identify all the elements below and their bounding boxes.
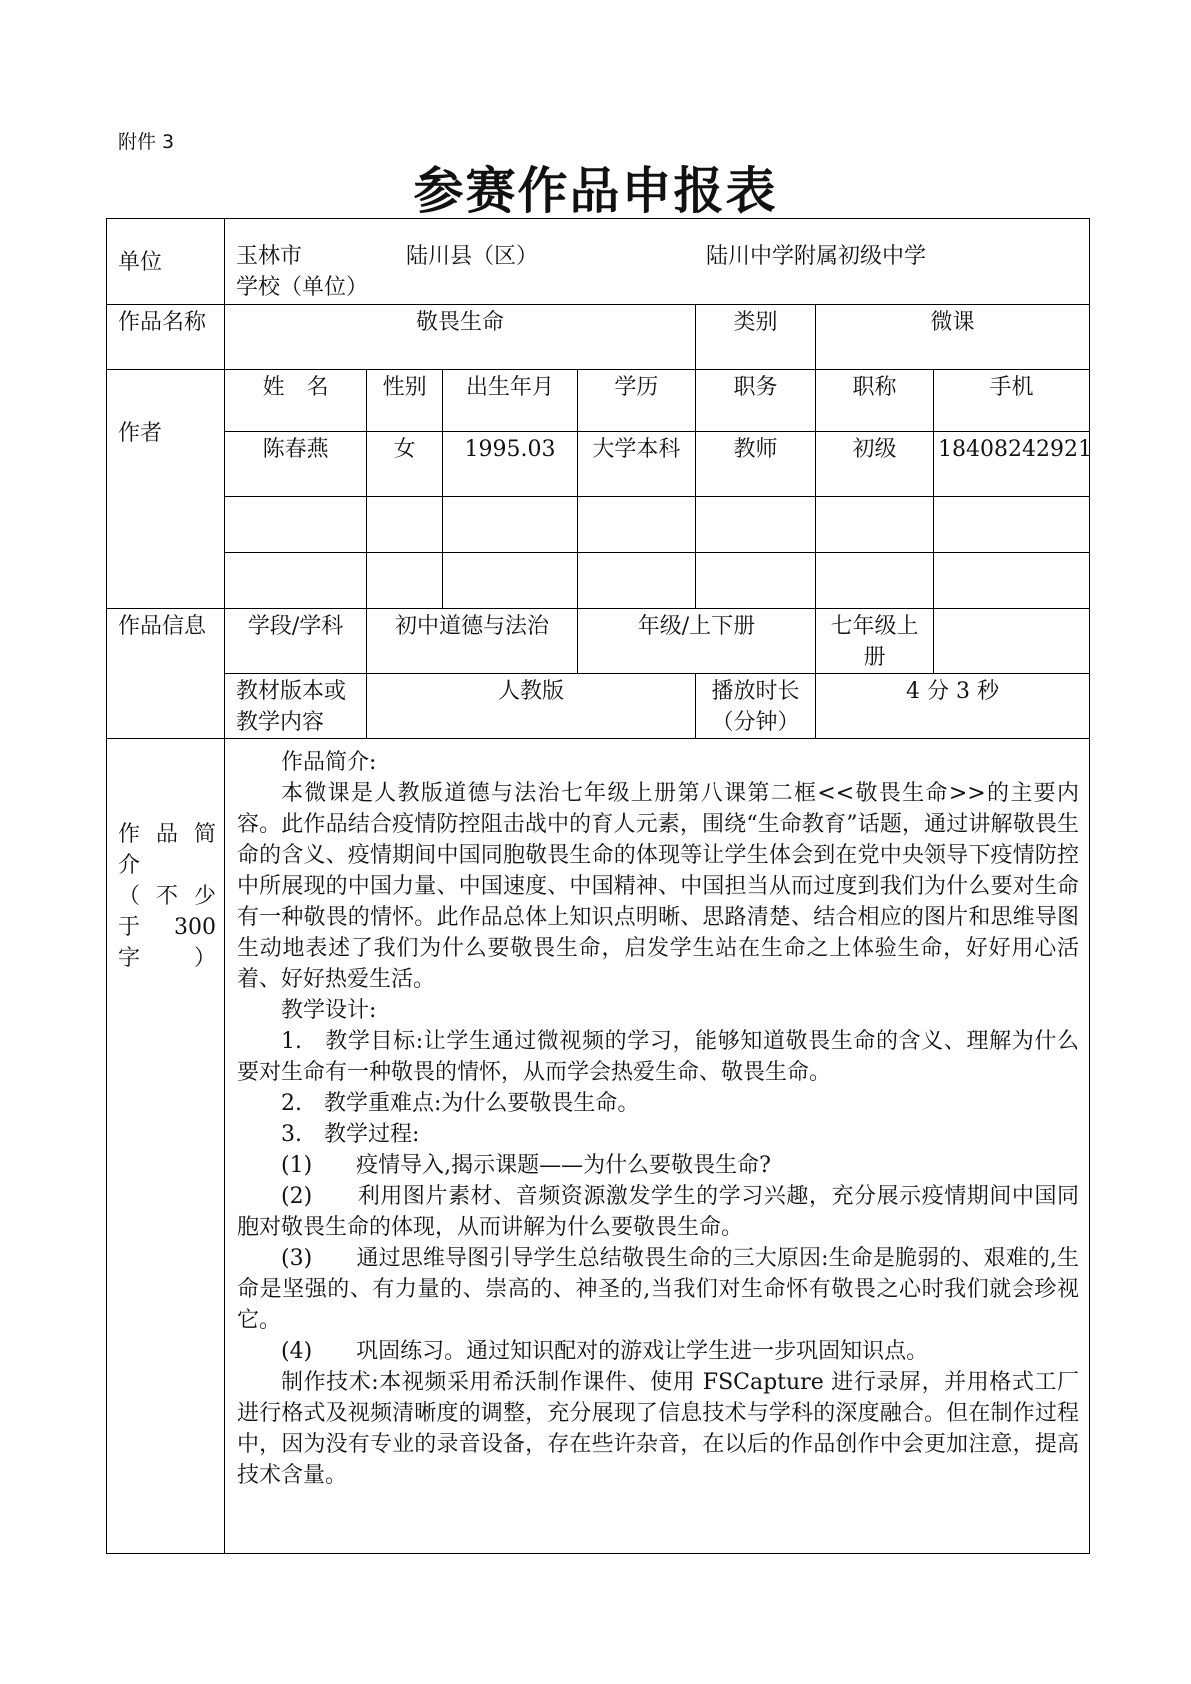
info-label: 作品信息 (107, 609, 225, 739)
textbook-label: 教材版本或教学内容 (225, 674, 367, 739)
page-title: 参赛作品申报表 (413, 162, 778, 220)
intro-content (225, 739, 1090, 1554)
intro-row (107, 739, 1090, 1554)
process-step-3: (3) 通过思维导图引导学生总结敬畏生命的三大原因:生命是脆弱的、艰难的,生命是坚强的、有力量的、崇高的、神圣的,当我们对生命怀有敬畏之心时我们就会珍视它。 (237, 1246, 1079, 1333)
header-education: 学历 (577, 370, 695, 432)
unit-school: 陆川中学附属初级中学 (706, 244, 927, 269)
header-name: 姓 名 (225, 370, 367, 432)
tech-paragraph: 制作技术:本视频采用希沃制作课件、使用 FSCapture 进行录屏，并用格式工厂进行格式及视频清晰度的调整，充分展现了信息技术与学科的深度融合。但在制作过程中，因为没有专业的录音设备，存在些许杂音，在以后的作品创作中会更加注意，提高技术含量。 (237, 1370, 1079, 1488)
category-value: 微课 (816, 305, 1090, 370)
author-label: 作者 (107, 370, 225, 609)
author-title: 初级 (816, 432, 934, 497)
duration-label: 播放时长（分钟） (695, 674, 815, 739)
process-step-4: (4) 巩固练习。通过知识配对的游戏让学生进一步巩固知识点。 (281, 1339, 929, 1364)
author-gender: 女 (367, 432, 443, 497)
intro-label-main: 作 品 简 介 (118, 822, 216, 878)
stage-label: 学段/学科 (225, 609, 367, 674)
table-row (107, 553, 1090, 609)
unit-value (225, 219, 1090, 305)
header-phone: 手机 (934, 370, 1090, 432)
process-step-2: (2) 利用图片素材、音频资源激发学生的学习兴趣，充分展示疫情期间中国同胞对敬畏生命的体现，从而讲解为什么要敬畏生命。 (237, 1184, 1079, 1240)
intro-label (107, 739, 225, 1554)
attachment-label: 附件 3 (118, 131, 175, 153)
application-form-table (106, 218, 1090, 1554)
author-name: 陈春燕 (225, 432, 367, 497)
header-gender: 性别 (367, 370, 443, 432)
header-position: 职务 (695, 370, 815, 432)
unit-county: 陆川县（区） (406, 244, 539, 269)
author-birth: 1995.03 (443, 432, 578, 497)
author-phone: 18408242921 (934, 432, 1090, 497)
design-item-1: 1. 教学目标:让学生通过微视频的学习，能够知道敬畏生命的含义、理解为什么要对生命有一种敬畏的情怀，从而学会热爱生命、敬畏生命。 (237, 1029, 1079, 1085)
textbook-value: 人教版 (367, 674, 696, 739)
grade-label: 年级/上下册 (577, 609, 815, 674)
design-item-3: 3. 教学过程: (281, 1122, 420, 1147)
process-step-1: (1) 疫情导入,揭示课题——为什么要敬畏生命? (281, 1153, 771, 1178)
design-heading: 教学设计: (281, 998, 377, 1023)
category-label: 类别 (695, 305, 815, 370)
work-name-label: 作品名称 (107, 305, 225, 370)
unit-label: 单位 (107, 219, 225, 305)
stage-value: 初中道德与法治 (367, 609, 578, 674)
intro-heading: 作品简介: (281, 750, 377, 775)
intro-label-note: （ 不 少 于 300 字） (118, 884, 216, 971)
header-birth: 出生年月 (443, 370, 578, 432)
table-row (107, 432, 1090, 497)
unit-city: 玉林市 (236, 244, 303, 269)
duration-value: 4 分 3 秒 (816, 674, 1090, 739)
author-position: 教师 (695, 432, 815, 497)
grade-value: 七年级上册 (816, 609, 934, 674)
author-education: 大学本科 (577, 432, 695, 497)
unit-school-suffix: 学校（单位） (236, 275, 369, 300)
intro-paragraph: 本微课是人教版道德与法治七年级上册第八课第二框<<敬畏生命>>的主要内容。此作品结合疫情防控阻击战中的育人元素，围绕“生命教育”话题，通过讲解敬畏生命的含义、疫情期间中国同胞敬畏生命的体现等让学生体会到在党中央领导下疫情防控中所展现的中国力量、中国速度、中国精神、中国担当从而过度到我们为什么要对生命有一种敬畏的情怀。此作品总体上知识点明晰、思路清楚、结合相应的图片和思维导图生动地表述了我们为什么要敬畏生命，启发学生站在生命之上体验生命，好好用心活着、好好热爱生活。 (237, 781, 1079, 992)
table-row (107, 497, 1090, 553)
work-name-row (107, 305, 1090, 370)
author-header-row (107, 370, 1090, 432)
info-row-textbook (107, 674, 1090, 739)
info-row-stage (107, 609, 1090, 674)
design-item-2: 2. 教学重难点:为什么要敬畏生命。 (281, 1091, 640, 1116)
unit-row (107, 219, 1090, 305)
header-title: 职称 (816, 370, 934, 432)
work-name-value: 敬畏生命 (225, 305, 696, 370)
